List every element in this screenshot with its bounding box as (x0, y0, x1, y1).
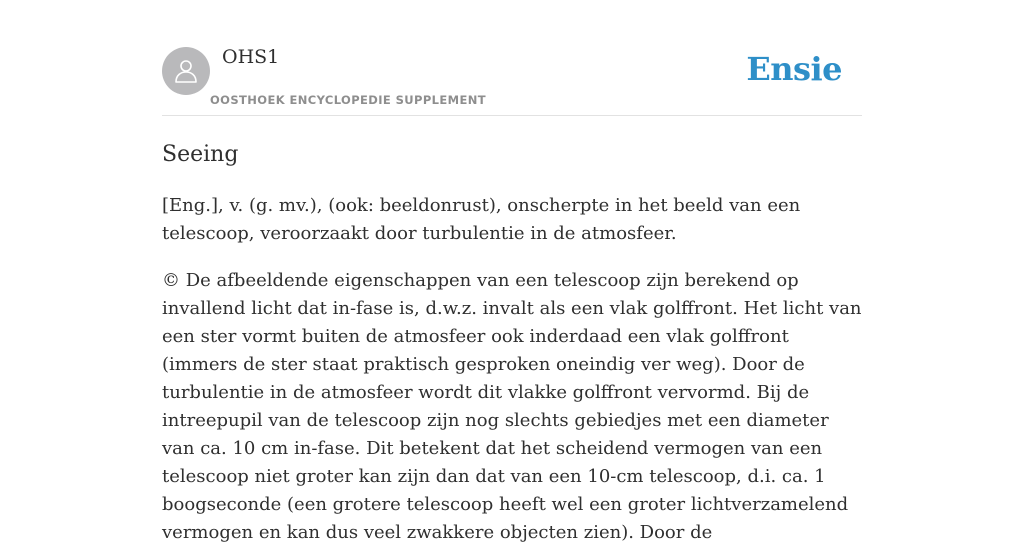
author-header (162, 0, 862, 116)
definition-paragraph: [Eng.], v. (g. mv.), (ook: beeldonrust), onscherpte in het beeld van een telescoop, veroorzaakt door turbulentie in de atmosfeer. (162, 195, 801, 244)
body-paragraph: © De afbeeldende eigenschappen van een telescoop zijn berekend op invallend licht dat in-fase is, d.w.z. invalt als een vlak golffront. Het licht van een ster vormt buiten de atmosfeer ook inderdaad een vlak golffront (immers de ster staat praktisch gesproken oneindig ver weg). Door de turbulentie in de atmosfeer wordt dit vlakke golffront vervormd. Bij de intreepupil van de telescoop zijn nog slechts gebiedjes met een diameter van ca. 10 cm in-fase. Dit betekent dat het scheidend vermogen van een telescoop niet groter kan zijn dan dat van een 10-cm telescoop, d.i. ca. 1 boogseconde (een grotere telescoop heeft wel een groter lichtverzamelend vermogen en kan dus veel zwakkere objecten zien). Door de (162, 270, 862, 543)
username-link[interactable]: OHS1 (222, 46, 280, 68)
ensie-logo[interactable]: Ensie (746, 50, 842, 88)
source-label[interactable]: OOSTHOEK ENCYCLOPEDIE SUPPLEMENT (210, 93, 487, 107)
avatar[interactable] (162, 47, 210, 95)
page (162, 0, 862, 547)
user-silhouette-icon (172, 57, 200, 85)
page-title: Seeing (162, 142, 239, 167)
